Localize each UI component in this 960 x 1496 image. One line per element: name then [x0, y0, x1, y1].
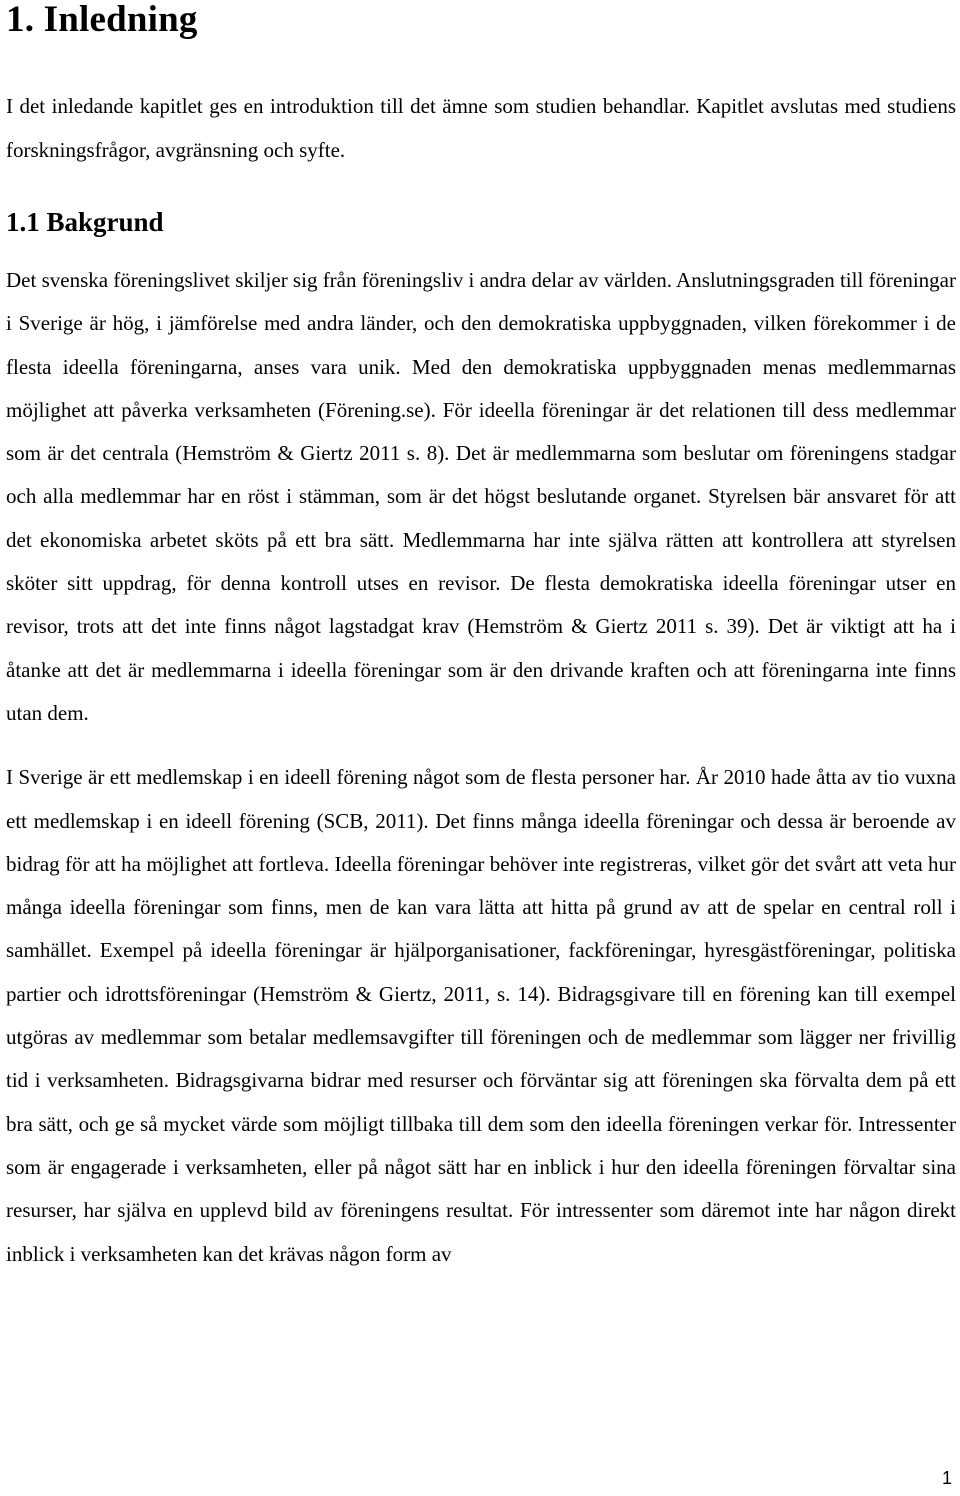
section-title: 1.1 Bakgrund [6, 207, 164, 237]
paragraph: I Sverige är ett medlemskap i en ideell förening något som de flesta personer har. År 2010 hade åtta av tio vuxna ett medlemskap i en ideell förening (SCB, 2011). Det finns många ideella föreningar och dessa är beroende av bidrag för att ha möjlighet att fortleva. Ideella föreningar behöver inte registreras, vilket gör det svårt att veta hur många ideella föreningar som finns, men de kan vara lätta att hitta på grund av att de spelar en central roll i samhället. Exempel på ideella föreningar är hjälporganisationer, fackföreningar, hyresgästföreningar, politiska partier och idrottsföreningar (Hemström & Giertz, 2011, s. 14). Bidragsgivare till en förening kan till exempel utgöras av medlemmar som betalar medlemsavgifter till föreningen och de medlemmar som lägger ner frivillig tid i verksamheten. Bidragsgivarna bidrar med resurser och förväntar sig att föreningen ska förvalta dem på ett bra sätt, och ge så mycket värde som möjligt tillbaka till dem som den ideella föreningen verkar för. Intressenter som är engagerade i verksamheten, eller på något sätt har en inblick i hur den ideella föreningen förvaltar sina resurser, har själva en upplevd bild av föreningens resultat. För intressenter som däremot inte har någon direkt inblick i verksamheten kan det krävas någon form av [6, 765, 956, 1266]
chapter-title: 1. Inledning [6, 0, 198, 40]
chapter-intro: I det inledande kapitlet ges en introduktion till det ämne som studien behandlar. Kapitlet avslutas med studiens forskningsfrågor, avgränsning och syfte. [6, 94, 956, 162]
paragraph: Det svenska föreningslivet skiljer sig från föreningsliv i andra delar av världen. Anslutningsgraden till föreningar i Sverige är hög, i jämförelse med andra länder, och den demokratiska uppbyggnaden, vilken förekommer i de flesta ideella föreningarna, anses vara unik. Med den demokratiska uppbyggnaden menas medlemmarnas möjlighet att påverka verksamheten (Förening.se). För ideella föreningar är det relationen till dess medlemmar som är det centrala (Hemström & Giertz 2011 s. 8). Det är medlemmarna som beslutar om föreningens stadgar och alla medlemmar har en röst i stämman, som är det högst beslutande organet. Styrelsen bär ansvaret för att det ekonomiska arbetet sköts på ett bra sätt. Medlemmarna har inte själva rätten att kontrollera att styrelsen sköter sitt uppdrag, för denna kontroll utses en revisor. De flesta demokratiska ideella föreningar utser en revisor, trots att det inte finns något lagstadgat krav (Hemström & Giertz 2011 s. 39). Det är viktigt att ha i åtanke att det är medlemmarna i ideella föreningar som är den drivande kraften och att föreningarna inte finns utan dem. [6, 268, 956, 725]
page-content [6, 0, 956, 1276]
page-number: 1 [941, 1468, 952, 1488]
